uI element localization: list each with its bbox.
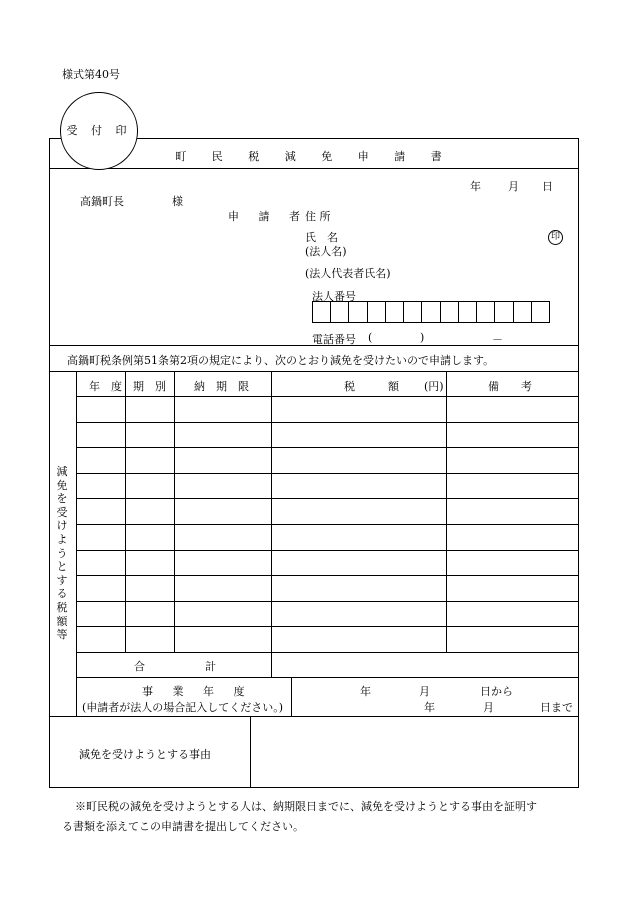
to-year: 年 [424, 701, 435, 714]
to-month: 月 [483, 701, 494, 714]
business-year-label: 事 業 年 度 [142, 685, 253, 698]
from-day: 日から [480, 685, 513, 698]
table-row-line [76, 473, 579, 474]
header-tax-amount: 税 額 [344, 380, 399, 393]
header-yen: (円) [424, 380, 444, 393]
addressee: 高鍋町長 [80, 195, 124, 208]
name-label: 氏 名 [305, 231, 338, 244]
reason-label: 減免を受けようとする事由 [79, 748, 211, 761]
reception-stamp-circle [60, 92, 138, 170]
corp-number-cell[interactable] [476, 301, 495, 323]
reason-divider [250, 716, 251, 788]
corp-rep-label: (法人代表者氏名) [305, 267, 391, 280]
honorific: 様 [172, 195, 183, 208]
corp-number-cell[interactable] [367, 301, 386, 323]
phone-dash: － [492, 333, 503, 346]
col-line-4 [446, 371, 447, 652]
col-line-2 [174, 371, 175, 652]
side-label-divider [76, 371, 77, 716]
table-row-line [76, 601, 579, 602]
total-label: 合 [134, 660, 145, 673]
form-title: 町 民 税 減 免 申 請 書 [175, 150, 453, 163]
statement-text: 高鍋町税条例第51条第2項の規定により、次のとおり減免を受けたいので申請します。 [67, 354, 495, 367]
table-row-line [76, 575, 579, 576]
table-row-line [76, 550, 579, 551]
statement-divider [49, 371, 579, 372]
form-number: 様式第40号 [62, 68, 120, 81]
corp-number-cell[interactable] [513, 301, 532, 323]
from-year: 年 [360, 685, 371, 698]
table-row-line [76, 626, 579, 627]
table-row-line [76, 498, 579, 499]
corp-number-label: 法人番号 [312, 290, 356, 303]
title-divider [49, 168, 579, 169]
side-label: 減免を受けようとする税額等 [56, 465, 68, 642]
to-day: 日まで [540, 701, 573, 714]
business-year-note: (申請者が法人の場合記入してください。) [82, 701, 284, 714]
corp-name-label: (法人名) [305, 245, 347, 258]
table-row-line [76, 422, 579, 423]
corp-number-cell[interactable] [421, 301, 440, 323]
stamp-label: 受 付 印 [66, 124, 132, 137]
corp-number-cell[interactable] [458, 301, 477, 323]
applicant-label: 申 請 者 [228, 210, 308, 223]
corp-number-cell[interactable] [440, 301, 459, 323]
address-label: 住 所 [305, 210, 331, 223]
header-deadline: 納 期 限 [194, 380, 249, 393]
footnote-line-2: る書類を添えてこの申請書を提出してください。 [62, 820, 304, 833]
total-top-line [76, 652, 579, 653]
corp-number-cell[interactable] [494, 301, 513, 323]
from-month: 月 [419, 685, 430, 698]
table-row-line [76, 524, 579, 525]
seal-mark: 印 [548, 230, 563, 245]
reason-top-line [49, 716, 579, 717]
header-year: 年 度 [89, 380, 122, 393]
footnote-line-1: ※町民税の減免を受けようとする人は、納期限日までに、減免を受けようとする事由を証明す [75, 800, 537, 813]
total-label-2: 計 [205, 660, 216, 673]
corp-number-cell[interactable] [348, 301, 367, 323]
corp-number-cell[interactable] [312, 301, 331, 323]
corp-number-cell[interactable] [403, 301, 422, 323]
date-day: 日 [542, 180, 553, 193]
corp-number-boxes[interactable] [312, 301, 549, 323]
corp-number-cell[interactable] [385, 301, 404, 323]
col-line-1 [125, 371, 126, 652]
date-month: 月 [508, 180, 519, 193]
phone-paren-close: ) [420, 331, 425, 344]
business-year-divider [291, 677, 292, 716]
table-row-line [76, 447, 579, 448]
phone-paren-open: ( [368, 331, 373, 344]
table-row-line [76, 396, 579, 397]
header-period: 期 別 [133, 380, 166, 393]
phone-label: 電話番号 [312, 333, 356, 346]
corp-number-cell[interactable] [531, 301, 550, 323]
date-year: 年 [470, 180, 481, 193]
header-remarks: 備 考 [488, 380, 532, 393]
corp-number-cell[interactable] [330, 301, 349, 323]
business-year-top-line [76, 677, 579, 678]
